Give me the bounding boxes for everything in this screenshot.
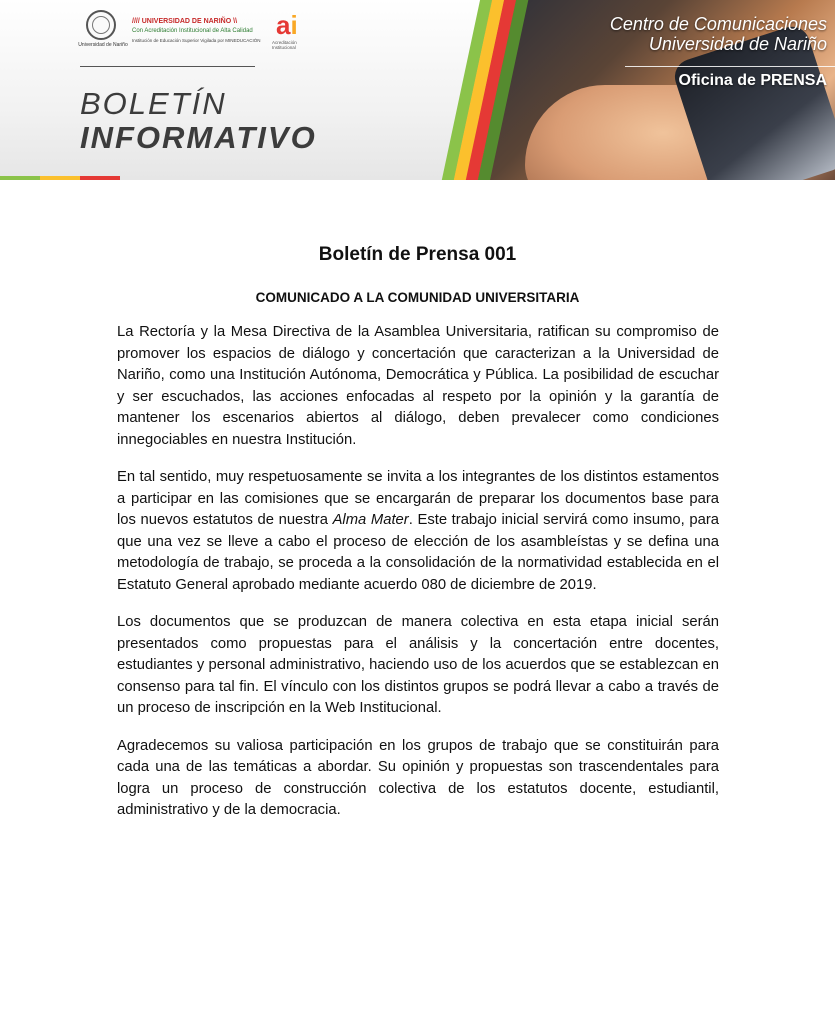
header-stripes — [440, 0, 520, 180]
document-subtitle: COMUNICADO A LA COMUNIDAD UNIVERSITARIA — [255, 290, 580, 305]
paragraph-2-part-2: . Este trabajo inicial servirá como insumo, para que una vez se lleve a cabo el proceso de elección de los asambleístas y se defina una metodología de trabajo, se proceda a la consolidación de la normatividad establecida en el Estatuto General aprobado mediante acuerdo 080 de diciembre de 2019. — [117, 512, 719, 593]
center-title — [610, 14, 827, 54]
bulletin-title-line1: BOLETÍN — [80, 86, 227, 121]
paragraph-2-part-1: En tal sentido, muy respetuosamente se invita a los integrantes de los distintos estamentos a participar en las comisiones que se encargarán de preparar los documentos base para los nuevos estatutos de nuestra — [117, 469, 719, 528]
office-divider — [625, 66, 835, 67]
header-divider — [80, 66, 255, 67]
bulletin-title-line2: INFORMATIVO — [80, 120, 317, 155]
institution-note: Institución de Educación Superior Vigilada por MINEDUCACIÓN — [132, 38, 261, 43]
color-bar-red — [80, 176, 120, 180]
document-body — [117, 322, 719, 838]
alma-mater-italic: Alma Mater — [332, 512, 409, 528]
color-bar — [0, 176, 120, 180]
paragraph-2 — [117, 467, 719, 596]
paragraph-4: Agradecemos su valiosa participación en los grupos de trabajo que se constituirán para cada una de las temáticas a abordar. Su opinión y propuestas son trascendentales para logra un proceso de construcción colectiva de los estatutos docente, estudiantil, administrativo y de la democracia. — [117, 737, 719, 818]
seal-caption: Universidad de Nariño — [78, 42, 128, 48]
document-title: Boletín de Prensa 001 — [318, 244, 517, 265]
ai-logo-i: i — [290, 10, 298, 40]
header-banner — [0, 0, 835, 180]
ai-logo-a: a — [276, 10, 291, 40]
university-seal-icon — [86, 10, 116, 40]
university-name: //// UNIVERSIDAD DE NARIÑO \\ — [132, 18, 238, 25]
accreditation-text: Con Acreditación Institucional de Alta Calidad — [132, 28, 253, 34]
color-bar-green — [0, 176, 40, 180]
paragraph-3: Los documentos que se produzcan de manera colectiva en esta etapa inicial serán presentados como propuestas para el análisis y la concertación entre docentes, estudiantes y personal administrativo, haciendo uso de los acuerdos que se establezcan en consenso para tal fin. El vínculo con los distintos grupos se podrá llevar a cabo a través de un proceso de inscripción en la Web Institucional. — [117, 614, 719, 716]
ai-accreditation-logo — [276, 12, 298, 38]
center-line-1: Centro de Comunicaciones — [609, 14, 827, 34]
office-label: Oficina de PRENSA — [678, 72, 827, 89]
ai-caption: Acreditación Institucional — [272, 40, 297, 50]
center-line-2: Universidad de Nariño — [648, 34, 827, 54]
paragraph-1: La Rectoría y la Mesa Directiva de la Asamblea Universitaria, ratifican su compromiso de promover los espacios de diálogo y concertación que caracterizan a la Universidad de Nariño, como una Institución Autónoma, Democrática y Pública. La posibilidad de escuchar y ser escuchados, las acciones enfocadas al respeto por la opinión y la garantía de mantener los escenarios abiertos al diálogo, deben prevalecer como condiciones innegociables en nuestra Institución. — [117, 324, 719, 448]
color-bar-yellow — [40, 176, 80, 180]
